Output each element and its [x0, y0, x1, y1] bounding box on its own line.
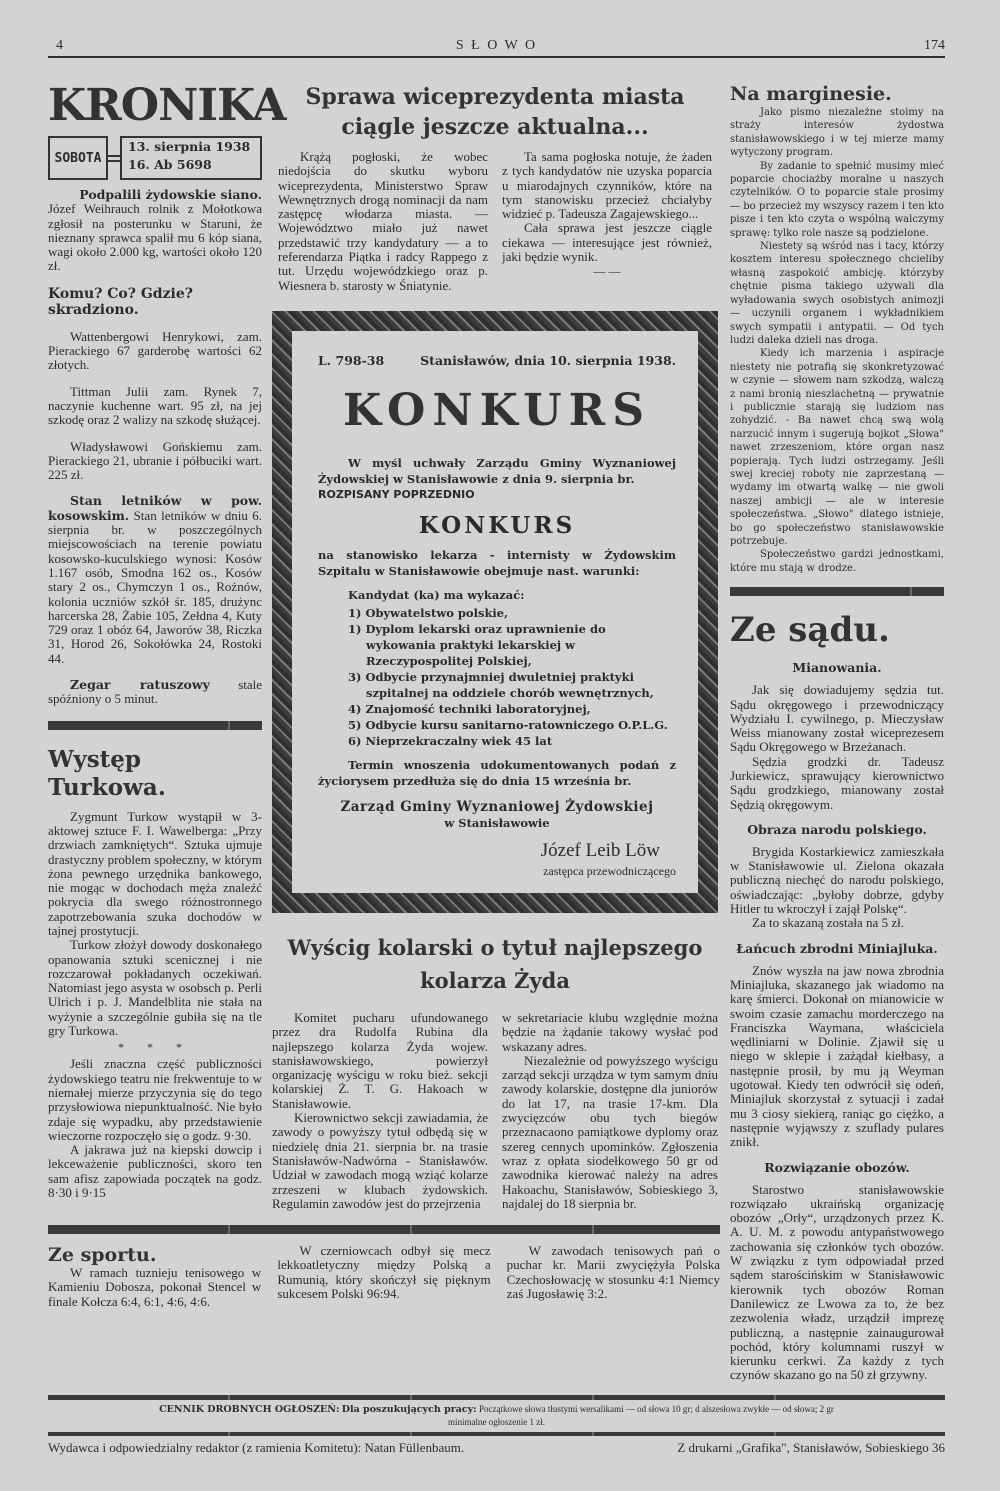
- paragraphs: [278, 150, 488, 293]
- ad-header: [318, 353, 676, 369]
- paragraph: Turkow złożył dowody doskonałego opanowania sztuki scenicznej i nie rozczarował pokładanych oczekiwań. Natomiast jego asysta w osobsch p. Perli Ulrich i p. J. Mandelblita nie stała na wyżynie a szczególnie gubiła się na tle gry Turkowa.: [48, 937, 262, 1039]
- end-mark: — —: [593, 264, 621, 279]
- signature-role: zastępca przewodniczącego: [543, 863, 676, 878]
- paragraphs: [272, 1011, 488, 1211]
- date-gregorian: 13. sierpnia 1938: [128, 139, 251, 154]
- paragraphs: [730, 106, 944, 575]
- news-item: W ramach tuznieju tenisowego w Kamieniu Dobosza, pokonał Stencel w finale Kołcza 6:4, 6:1, 4:6, 4:6.: [48, 1265, 262, 1309]
- wyscig-article: [272, 931, 718, 1211]
- paragraph: Zygmunt Turkow wystąpił w 3-aktowej sztuce F. I. Wawelberga: „Przy drzwiach zamkniętych“. Sztuka ujmuje drastyczny problem społeczny, w którym żona pewnego urzędnika bankowego, nie mogąc w dochodach męża znaleźć pokrycia dla swego różnostronnego zapotrzebowania szuka dochodów w tajnej prostytucji.: [48, 808, 262, 938]
- news-item: Zegar ratuszowy stale spóźniony o 5 minut.: [48, 677, 263, 707]
- konkurs-title: KONKURS: [343, 384, 651, 436]
- requirement-item: 5) Odbycie kursu sanitarno-ratowniczego O.P.L.G.: [348, 717, 668, 732]
- day-label: SOBOTA: [48, 136, 108, 180]
- sport-col-3: [507, 1244, 720, 1309]
- deadline: Termin wnoszenia udokumentowanych podań z życiorysem przedłuża się do dnia 15 września br.: [318, 757, 676, 788]
- section-divider: [48, 1432, 945, 1436]
- paragraphs: [48, 330, 262, 483]
- position-description: na stanowisko lekarza - internisty w Żydowskim Szpitalu w Stanisławowie obejmuje nast. warunki:: [318, 547, 676, 578]
- paragraph: Sędzia grodzki dr. Tadeusz Jurkiewicz, sprawujący kierownictwo Sądu grodzkiego, mianowany został Sędzią okręgowym.: [730, 753, 944, 812]
- paragraphs: [502, 1011, 718, 1211]
- paragraph: Ta sama pogłoska notuje, że żaden z tych kandydatów nie uzyska poparcia u miarodajnych czynników, które na tym stanowisku przecież chciałyby widzieć p. Tadeusza Zagajewskiego...: [502, 149, 712, 222]
- konkurs-ad-frame: [272, 311, 718, 913]
- date-connector: [108, 155, 120, 162]
- main-content: [48, 82, 945, 1383]
- article-title: Wyścig kolarski o tytuł najlepszego kolarza Żyda: [287, 934, 703, 993]
- article-title: Występ Turkowa.: [48, 745, 166, 801]
- ad-intro-2: ROZPISANY POPRZEDNIO: [318, 487, 475, 501]
- court-news: [730, 660, 944, 1382]
- page-header: [48, 36, 945, 56]
- subsection-heading: Łańcuch zbrodni Miniajluka.: [736, 940, 938, 956]
- printer-line: Z drukarni „Grafika", Stanisławów, Sobieskiego 36: [677, 1439, 945, 1455]
- news-item: W zawodach tenisowych pań o puchar kr. Marii zwyciężyła Polska Czechosłowację w stosunku 4:1 Niemcy zaś Jugosławię 3:2.: [506, 1243, 720, 1302]
- paragraph: Jeśli znaczna część publiczności żydowskiego teatru nie frekwentuje to w niemałej mierze przyczynia się do tego przysłowiowa niepunktualność. Nie było zdaje się wypadku, aby przedstawienie wieczorne rozpoczęło się o godz. 9·30.: [48, 1056, 262, 1143]
- requirements-heading: Kandydat (ka) ma wykazać:: [348, 587, 525, 602]
- paragraph: Jako pismo niezależne stoimy na straży interesów żydostwa stanisławowskiego i w tej mierze mamy wytyczony program.: [730, 107, 944, 159]
- publisher-line: Wydawca i odpowiedzialny redaktor (z ramienia Komitetu): Natan Füllenbaum.: [48, 1439, 465, 1455]
- paragraph: A jakrawa już na kiepski dowcip i lekceważenie publiczności, skoro ten sam afisz zapowiada początek na godz. 8·30 i 9·15: [48, 1142, 262, 1201]
- section-heading: Komu? Co? Gdzie? skradziono.: [48, 285, 193, 318]
- paragraph: Cała sprawa jest jeszcze ciągle ciekawa — interesujące jest również, jaki będzie wynik.: [502, 220, 712, 265]
- date-box-dates: [120, 136, 262, 180]
- subsection-heading: Mianowania.: [792, 660, 882, 676]
- date-hebrew: 16. Ab 5698: [128, 157, 212, 172]
- requirement-item: 6) Nieprzekraczalny wiek 45 lat: [348, 733, 553, 748]
- section-divider: [730, 587, 944, 596]
- paragraph: Kiedy ich marzenia i aspiracje niestety nie potrafią się skonkretyzować w czynie — słowem nam szkodzą, walczą z nami bronią nieszlachetną — prywatnie i publicznie starają się ludziom nas zohydzić. - Ba nawet chcą swą wolą narzucić innym i sugerują bojkot „Słowa" nawet zrzeszeniom, które organ nasz popierają. Tych ludzi ostrzegamy. Jeśli swej kreciej roboty nie zaprzestaną — wydamy im otwartą walkę — nie gwoli naszej ambicji — ale w interesie społeczeństwa. „Słowo" dlatego istnieje, bo go społeczeństwo stanisławowskie potrzebuje.: [730, 348, 944, 547]
- section-divider: [48, 721, 262, 730]
- section-divider: [48, 1395, 945, 1400]
- sport-col-2: [277, 1244, 490, 1309]
- issue-number: 174: [924, 38, 945, 53]
- top-row: [48, 82, 720, 1211]
- right-column: [730, 82, 944, 1383]
- paragraph: Krążą pogłoski, że wobec niedojścia do skutku wyboru wiceprezydenta, Ministerstwo Spraw Wewnętrznych drogą nominacji da nam zastępcę włodarza miasta. — Województwo miało już nawet przedstawić trzy kandydatury — a to referendarza Piątka i radcy Rappego z tut. Urzędu wojewódzkiego oraz p. Wiesnera b. starosty w Śniatynie.: [278, 149, 488, 293]
- requirement-item: 3) Odbycie przynajmniej dwuletniej praktyki szpitalnej na oddziele chorób wewnętrznych,: [348, 669, 654, 700]
- ad-intro: W myśl uchwały Zarządu Gminy Wyznaniowej Żydowskiej w Stanisławowie z dnia 9. sierpnia br.: [318, 455, 676, 486]
- paragraph: Władysławowi Gońskiemu zam. Pierackiego 21, ubranie i półbuciki wart. 225 zł.: [48, 438, 262, 483]
- sport-section: [48, 1244, 720, 1309]
- paragraph: Znów wyszła na jaw nowa zbrodnia Miniajluka, skazanego jak wiadomo na karę śmierci. Dokonał on mianowicie w swoim czasie zamachu morderczego na Franciszka Waymana, właściciela wędliniarni w Dolinie. Zjawił się u niego w sklepie i zażądał kiełbasy, a następnie prosił, by mu ją Weyman ugotował. Kiedy ten odwrócił się odeń, Miniajluk skorzystał z sytuacji i zadał mu 3 ciosy siekierą, raniąc go ciężko, a następnie wyjąwszy z szuflady pulares znikł.: [730, 962, 944, 1150]
- sport-col-1: [48, 1244, 261, 1309]
- middle-column: [272, 82, 718, 1211]
- paragraph: Tittman Julii zam. Rynek 7, naczynie kuchenne wart. 95 zł, na jej szkodę oraz 2 walizy na szkodę służącej.: [48, 383, 262, 428]
- requirement-item: 1) Dyplom lekarski oraz uprawnienie do wykowania praktyki lekarskiej w Rzeczypospolitej Polskiej,: [348, 621, 606, 668]
- paragraph: Starostwo stanisławowskie rozwiązało ukraińską organizację obozów „Orły“, urządzonych przez K. A. U. M. z powodu antypaństwowego zachowania się członków tych obozów. W związku z tym odpowiadał przed sądem starościńskim w Stanisławowic kierownik tych obozów Roman Danilewicz ze Lwowa za to, że bez zezwolenia władz, urządził imprezę publiczną, a następnie zainaugurował pochód, który kolumnami ruszył w kierunku cerkwi. Za każdy z tych czynów skazano go na 50 zł grzywny.: [730, 1181, 944, 1383]
- requirements-list: [348, 605, 676, 749]
- turkow-article: [48, 746, 262, 1201]
- date-box: [48, 136, 262, 180]
- news-item: Stan letników w pow. kosowskim. Stan letników w dniu 6. sierpnia br. w poszczególnych miejscowościach na terenie powiatu kosowsko-kuculskiego wynosi: Kosów 1.167 osób, Smodna 162 os., Kosów stary 2 os., Chymczyn 1 os., Rożnów, kolonia uczniów szkół śr. 185, drużync harcerska 28, Żabie 105, Zełdna 4, Kuty 729 oraz 1 obóz 64, Jaworów 38, Riczka 31, Horod 26, Sokołówka 24, Rostoki 44.: [48, 493, 263, 666]
- konkurs-subtitle: KONKURS: [418, 511, 576, 539]
- article-title: Na marginesie.: [730, 83, 892, 105]
- signature: Józef Leib Löw: [540, 839, 660, 861]
- news-item: W czerniowcach odbył się mecz lekkoatletyczny między Polską a Rumunią, który skończył się pięknym sukcesem Polski 96:94.: [277, 1243, 491, 1302]
- paragraph: Jak się dowiadujemy sędzia tut. Sądu okręgowego i przewodniczący Wydziału I. cywilnego, p. Mieczysław Weiss mianowany został wiceprezesem Sądu Okręgowego w Brzeżanach.: [730, 682, 944, 755]
- paragraph: w sekretariacie klubu względnie można będzie na żądanie takowy wysłać pod wskazany adres.: [502, 1009, 718, 1054]
- paragraph: Niezależnie od powyższego wyścigu zarząd sekcji urządza w tym samym dniu zawody kolarskie, dostępne dla juniorów do lat 17, na trasie 17-km. Dla zwycięzców obu tych biegów przeznacaono pamiątkowe dyplomy oraz szereg cennych upominków. Zgłoszenia wraz z opłata siodełkowego 50 gr od zawodnika kierować należy na adres Hakoachu, Stanisławów, Sobieskiego 3, najdalej do 18 sierpnia br.: [502, 1052, 718, 1211]
- paragraphs: [48, 1057, 262, 1200]
- issuer: Zarząd Gminy Wyznaniowej Żydowskiej: [340, 798, 654, 815]
- requirement-item: 1) Obywatelstwo polskie,: [348, 605, 509, 620]
- separator: * * *: [118, 1040, 192, 1055]
- reference-number: L. 798-38: [318, 352, 385, 368]
- paragraphs: [502, 150, 712, 264]
- sad-section: [730, 610, 944, 1382]
- konkurs-ad: [292, 331, 698, 893]
- section-divider: [48, 1225, 720, 1234]
- requirement-item: 4) Znajomość techniki laboratoryjnej,: [348, 701, 591, 716]
- subsection-heading: Obraza narodu polskiego.: [747, 821, 927, 837]
- paragraph: Kierownictwo sekcji zawiadamia, że zawody o powyższy tytuł odbędą się w niedzielę dnia 21. sierpnia br. na trasie Stanisławów-Nadwórna - Stanisławów. Udział w zawodach mogą wziąć kolarze zrzeszeni w klubach żydowskich. Regulamin zawodów jest do przejrzenia: [272, 1110, 488, 1211]
- kronika-title: KRONIKA: [48, 80, 286, 131]
- paragraph: Niestety są wśród nas i tacy, którzy kosztem interesu społecznego chcieliby własną zaspokoić ambicję. którzyby chętnie pisma takiego używali dla wyładowania swych osobistych animozji — uczynili organem i wykładnikiem swych sympatii i antypatii. — Od tych ludzi daleka dzieli nas droga.: [730, 241, 944, 346]
- paragraphs: [48, 810, 262, 1039]
- subsection-heading: Rozwiązanie obozów.: [764, 1159, 910, 1175]
- left-and-middle-area: [48, 82, 720, 1309]
- place-date: Stanisławów, dnia 10. sierpnia 1938.: [420, 352, 676, 368]
- masthead: S Ł O W O: [455, 38, 538, 53]
- marginesie-article: [730, 82, 944, 575]
- news-item: Podpalili żydowskie siano. Józef Weihrauch rolnik z Mołotkowa zgłosił na posterunku w Staruni, że nieznany sprawca spalił mu 6 kóp siana, wagi około 2.000 kg, wartości około 120 zł.: [48, 187, 262, 274]
- paragraph: Komitet pucharu ufundowanego przez dra Rudolfa Rubina dla najlepszego kolarza Żyda wojew. stanisławowskiego, powierzył organizację wyścigu w roku bież. sekcji kolarskiej Ż. T. G. Hakoach w Stanisławowie.: [272, 1009, 488, 1111]
- header-rule: [48, 56, 945, 58]
- issuer-place: w Stanisławowie: [444, 815, 550, 830]
- classified-price-list: CENNIK DROBNYCH OGŁOSZEŃ: Dla poszukujących pracy: Początkowe słowa tłustymi wersalikami — od słowa 10 gr; d alszesłowa zwykłe — od słowa; 2 gr minimalne ogłoszenie 1 zł.: [159, 1403, 834, 1427]
- kronika-column: [48, 80, 286, 1201]
- wiceprezydent-article: [272, 82, 718, 293]
- paragraph: By zadanie to spełnić musimy mieć poparcie chociażby moralne u naszych czytelników. O to poparcie stale prosimy — bo przecież my wszyscy razem i ten kto pisze i ten kto czyta o wspólną walczymy sprawę: tylko role nasze są podzielone.: [730, 160, 944, 239]
- article-title: Sprawa wiceprezydenta miasta ciągle jeszcze aktualna...: [305, 84, 685, 140]
- section-title: Ze sportu.: [48, 1244, 157, 1267]
- page-footer: [48, 1440, 945, 1456]
- page-number: 4: [56, 38, 63, 53]
- section-title: Ze sądu.: [730, 610, 890, 651]
- paragraph: Za to skazaną została na 5 zł.: [752, 915, 904, 931]
- paragraph: Społeczeństwo gardzi jednostkami, które mu stają w drodze.: [730, 549, 944, 574]
- paragraph: Brygida Kostarkiewicz zamieszkała w Stanisławowie ul. Zielona okazała publiczną niechęć do narodu polskiego, oświadczając: „byłoby dobrze, gdyby Hitler tu wkroczył i zajął Polskę“.: [730, 843, 944, 917]
- paragraph: Wattenbergowi Henrykowi, zam. Pierackiego 67 garderobę wartości 62 złotych.: [48, 328, 262, 373]
